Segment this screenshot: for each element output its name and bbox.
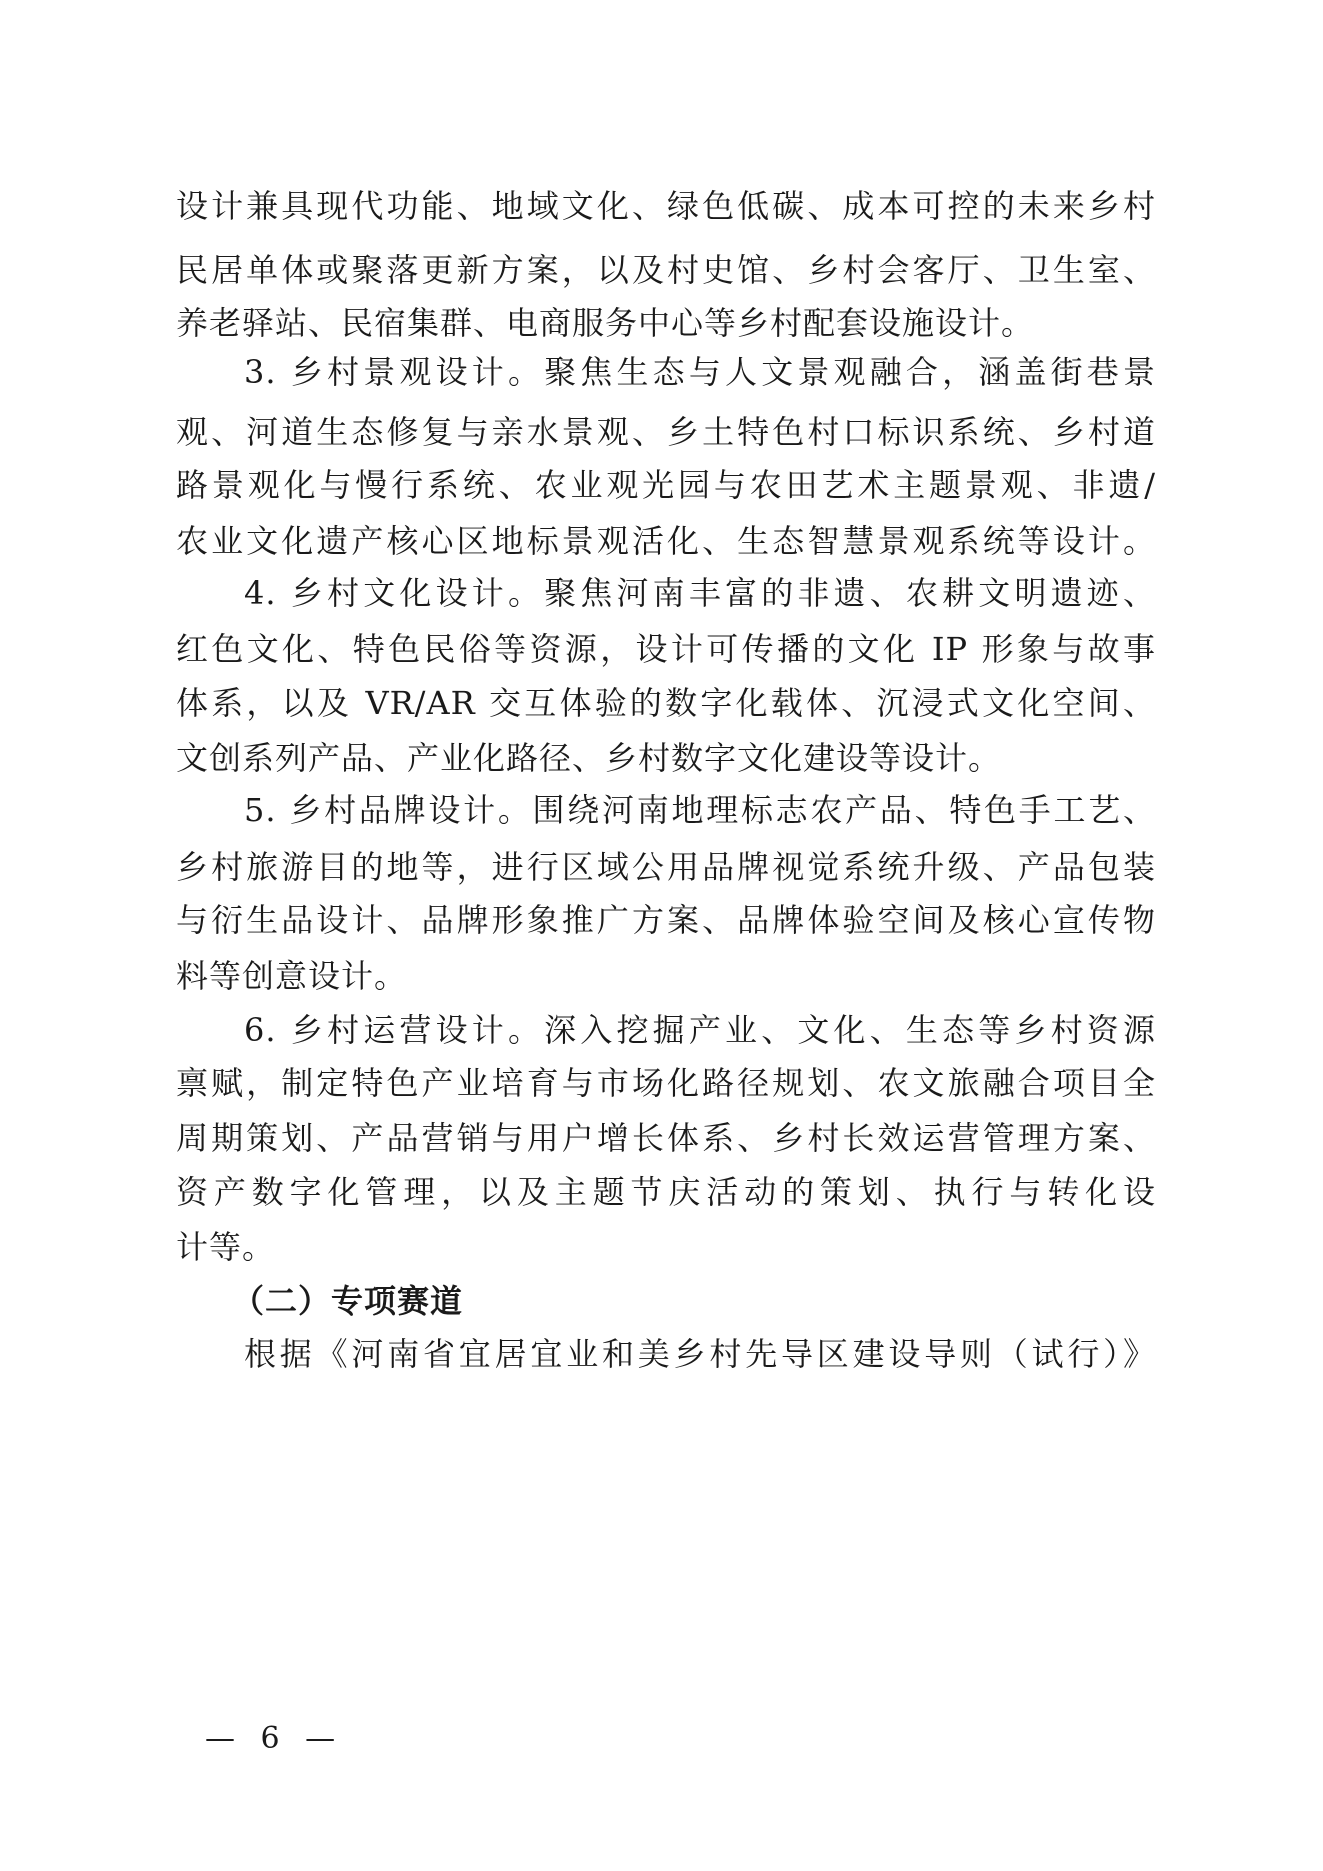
body-line: 设计兼具现代功能、地域文化、绿色低碳、成本可控的未来乡村 [176,187,1156,225]
body-line: 根据《河南省宜居宜业和美乡村先导区建设导则（试行）》 [244,1335,1156,1373]
section-heading: （二）专项赛道 [232,1282,464,1320]
body-line: 文创系列产品、产业化路径、乡村数字文化建设等设计。 [176,739,1002,777]
body-line: 民居单体或聚落更新方案，以及村史馆、乡村会客厅、卫生室、 [176,251,1156,289]
body-line: 农业文化遗产核心区地标景观活化、生态智慧景观系统等设计。 [176,522,1156,560]
body-line: 资产数字化管理，以及主题节庆活动的策划、执行与转化设 [176,1173,1156,1211]
body-line: 红色文化、特色民俗等资源，设计可传播的文化 IP 形象与故事 [176,630,1156,668]
body-line: 乡村旅游目的地等，进行区域公用品牌视觉系统升级、产品包装 [176,848,1156,886]
paragraph-item-3-start: 3. 乡村景观设计。聚焦生态与人文景观融合，涵盖街巷景 [244,353,1156,391]
body-line: 料等创意设计。 [176,957,408,995]
body-line: 路景观化与慢行系统、农业观光园与农田艺术主题景观、非遗/ [176,466,1156,504]
body-line: 养老驿站、民宿集群、电商服务中心等乡村配套设施设计。 [176,304,1035,342]
paragraph-item-4-start: 4. 乡村文化设计。聚焦河南丰富的非遗、农耕文明遗迹、 [244,574,1156,612]
body-line: 计等。 [176,1228,276,1266]
body-line: 观、河道生态修复与亲水景观、乡土特色村口标识系统、乡村道 [176,413,1156,451]
body-line: 与衍生品设计、品牌形象推广方案、品牌体验空间及核心宣传物 [176,901,1156,939]
body-line: 周期策划、产品营销与用户增长体系、乡村长效运营管理方案、 [176,1119,1156,1157]
body-line: 禀赋，制定特色产业培育与市场化路径规划、农文旅融合项目全 [176,1064,1156,1102]
body-line: 体系，以及 VR/AR 交互体验的数字化载体、沉浸式文化空间、 [176,684,1156,722]
paragraph-item-5-start: 5. 乡村品牌设计。围绕河南地理标志农产品、特色手工艺、 [244,791,1156,829]
paragraph-item-6-start: 6. 乡村运营设计。深入挖掘产业、文化、生态等乡村资源 [244,1011,1156,1049]
page-number: — 6 — [205,1721,344,1756]
